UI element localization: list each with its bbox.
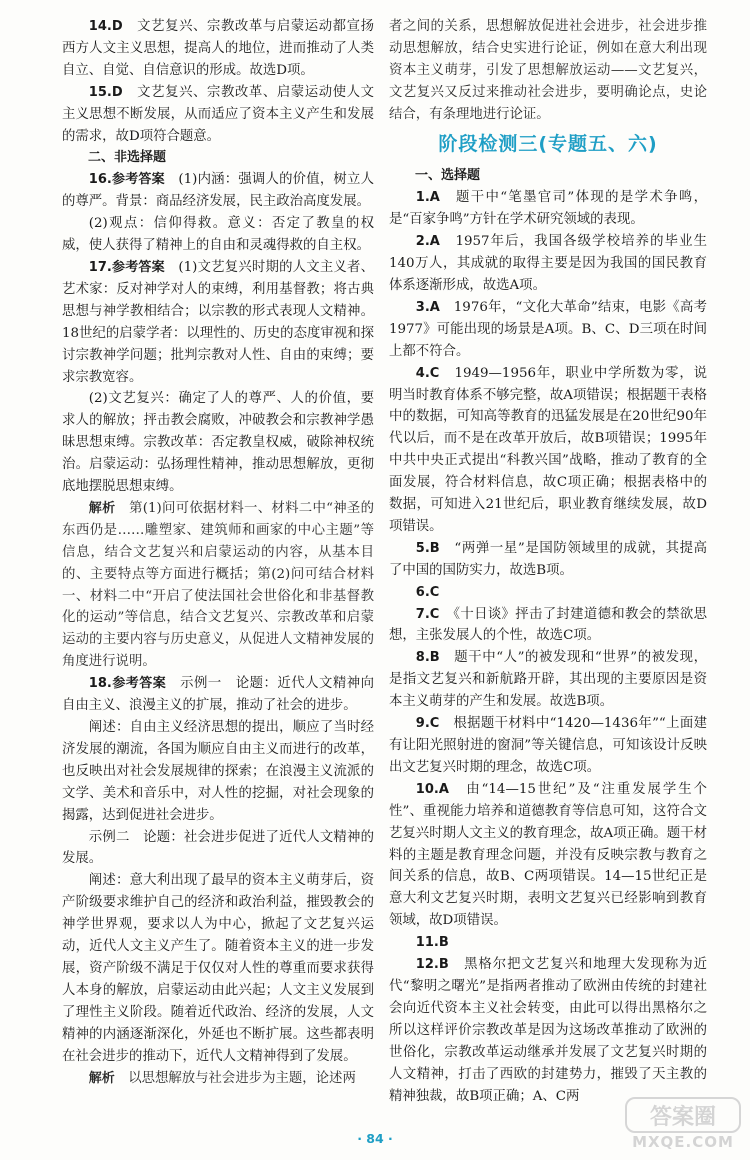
choice-answer [389,647,707,713]
choice-answer [389,297,707,363]
choice-answer [389,187,707,231]
choice-answer-text: 1957年后，我国各级学校培养的毕业生140万人，其成就的取得主要是因为我国的国民教育体系逐渐形成，故选A项。 [389,234,708,293]
answer-18: 18.参考答案 示例一 论题：近代人文精神向自由主义、浪漫主义的扩展，推动了社会的进步。 [62,676,375,714]
page-number: · 84 · [357,1131,393,1146]
answer-14: 14.D 文艺复兴、宗教改革与启蒙运动都宣扬西方人文主义思想，提高人的地位，进而推动了人类自立、自觉、自信意识的形成。故选D项。 [62,19,375,78]
section-heading-nonchoice: 二、非选择题 [88,150,167,166]
choice-answer [389,604,707,648]
analysis-18-continued: 者之间的关系，思想解放促进社会进步，社会进步推动思想解放，结合史实进行论证，例如在意大利出现资本主义萌芽，引发了思想解放运动——文艺复兴，文艺复兴又反过来推动社会进步，要明确论点，史论结合，有条理地进行论证。 [389,19,707,122]
right-column [389,16,707,1107]
choice-answer-number: 10.A [415,781,449,797]
choice-answer-text: “两弹一星”是国防领域里的成就，其提高了中国的国防实力，故选B项。 [389,540,707,578]
choice-answer [389,779,707,932]
choice-answer [389,363,707,538]
choice-answer-text: 《十日谈》抨击了封建道德和教会的禁欲思想，主张发展人的个性，故选C项。 [389,606,707,644]
watermark-line1: 答案圈 [649,1105,717,1130]
choice-answer-text: 黑格尔把文艺复兴和地理大发现称为近代“黎明之曙光”是指两者推动了欧洲由传统的封建社会向近代资本主义社会转变，由此可以得出黑格尔之所以这样评价宗教改革是因为这场改革推动了欧洲的世俗化，宗教改革运动继承并发展了文艺复兴时期的人文精神，打击了西欧的封建势力，摧毁了天主教的精神独裁，故B项正确；A、C两 [389,957,708,1104]
choice-answer-text: 1976年，“文化大革命”结束，电影《高考1977》可能出现的场景是A项。B、C、D三项在时间上都不符合。 [389,299,707,359]
choice-answer-number: 9.C [415,716,440,732]
choice-answer [389,932,707,954]
choice-answer [389,231,707,297]
choice-answer [389,582,707,604]
answer-17: 17.参考答案 (1)文艺复兴时期的人文主义者、艺术家：反对神学对人的束缚，利用基督教；将古典思想与神学教相结合；以宗教的形式表现人文精神。18世纪的启蒙学者：以理性的、历史的态度审视和探讨宗教神学问题；批判宗教对人性、自由的束缚；要求宗教宽容。 [62,259,374,385]
choice-answer-number: 5.B [415,540,440,556]
choice-answers-list [389,187,707,1107]
choice-answer-number: 2.A [415,234,440,250]
choice-answer-text: 根据题干材料中“1420—1436年”“上面建有让阳光照射进的窗洞”等关键信息，可知该设计反映出文艺复兴时期的理念，故选C项。 [389,716,707,775]
analysis-18: 解析 以思想解放与社会进步为主题，论述两 [88,1070,356,1086]
watermark-logo-icon [624,1094,742,1152]
choice-answer-number: 11.B [415,935,449,951]
choice-answer-number: 7.C [415,606,440,622]
choice-answer-number: 12.B [415,957,449,973]
answer-15: 15.D 文艺复兴、宗教改革、启蒙运动使人文主义思想不断发展，从而适应了资本主义产生和发展的需求，故D项符合题意。 [62,84,375,144]
choice-answer-number: 4.C [415,365,440,381]
choice-answer-number: 3.A [415,299,440,315]
choice-answer [389,538,707,582]
answer-16: 16.参考答案 (1)内涵：强调人的价值，树立人的尊严。背景：商品经济发展，民主政治高度发展。 [62,172,374,210]
choice-answer-text: 由“14—15世纪”及“注重发展学生个性”、重视能力培养和道德教育等信息可知，这符合文艺复兴时期人文主义的教育理念，故A项正确。题干材料的主题是教育理念问题，并没有反映宗教与教育之间关系的信息，故B、C两项错误。14—15世纪正是意大利文艺复兴时期，表明文艺复兴已经影响到教育领域，故D项错误。 [389,781,707,929]
watermark-line2: MXQE.COM [632,1133,734,1151]
section-heading-choice: 一、选择题 [415,168,481,184]
watermark-logo [624,1094,742,1152]
choice-answer-text: 题干中“人”的被发现和“世界”的被发现，是指文艺复兴和新航路开辟，其出现的主要原因是资本主义萌芽的产生和发展。故选B项。 [389,650,707,710]
answer-18-example2-body: 阐述：意大利出现了最早的资本主义萌芽后，资产阶级要求维护自己的经济和政治利益，摧毁教会的神学世界观，要求以人为中心，掀起了文艺复兴运动，近代人文主义产生了。随着资本主义的进一步发展，资产阶级不满足于仅仅对人性的尊重而要求获得人本身的解放，启蒙运动由此兴起；人文主义发展到了理性主义阶段。随着近代政治、经济的发展，人文精神的内涵逐渐深化，外延也不断扩展。这些都表明在社会进步的推动下，近代人文精神得到了发展。 [62,873,374,1064]
left-column [62,16,374,1089]
choice-answer [389,954,707,1107]
choice-answer [389,713,707,779]
analysis-17: 解析 第(1)问可依据材料一、材料二中“神圣的东西仍是……雕塑家、建筑师和画家的中心主题”等信息，结合文艺复兴和启蒙运动的内容，从基本目的、主要特点等方面进行概括；第(2)问可结合材料一、材料二中“开启了使法国社会世俗化和非基督教化的运动”等信息，结合文艺复兴、宗教改革和启蒙运动的主要内容与历史意义，从促进人文精神发展的角度进行说明。 [62,500,374,670]
answer-18-example2-title: 示例二 论题：社会进步促进了近代人文精神的发展。 [62,829,374,867]
stage-test-title: 阶段检测三(专题五、六) [438,132,658,155]
choice-answer-text: 1949—1956年，职业中学所数为零，说明当时教育体系不够完整，故A项错误；根据题干表格中的数据，可知高等教育的迅猛发展是在20世纪90年代以后，而不是在改革开放后，故B项错误；1995年中共中央正式提出“科教兴国”战略，推动了教育的全面发展，符合材料信息，故C项正确；根据表格中的数据，可知进入21世纪后，职业教育继续发展，故D项错误。 [389,365,708,534]
choice-answer-text: 题干中“笔墨官司”体现的是学术争鸣，是“百家争鸣”方针在学术研究领域的表现。 [389,190,707,228]
answer-17-part2: (2)文艺复兴：确定了人的尊严、人的价值，要求人的解放；抨击教会腐败，冲破教会和宗教神学愚昧思想束缚。宗教改革：否定教皇权威，破除神权统治。启蒙运动：弘扬理性精神，推动思想解放，更彻底地摆脱思想束缚。 [62,391,374,495]
choice-answer-number: 1.A [415,190,440,206]
answer-18-example1-body: 阐述：自由主义经济思想的提出，顺应了当时经济发展的潮流，各国为顺应自由主义而进行的改革，也反映出对社会发展规律的探索；在浪漫主义流派的文学、美术和音乐中，对人性的挖掘，对社会现象的揭露，达到促进社会进步。 [62,720,374,823]
choice-answer-number: 8.B [415,650,440,666]
answer-16-part2: (2)观点：信仰得救。意义：否定了教皇的权威，使人获得了精神上的自由和灵魂得救的自主权。 [62,216,374,254]
choice-answer-number: 6.C [415,584,440,600]
